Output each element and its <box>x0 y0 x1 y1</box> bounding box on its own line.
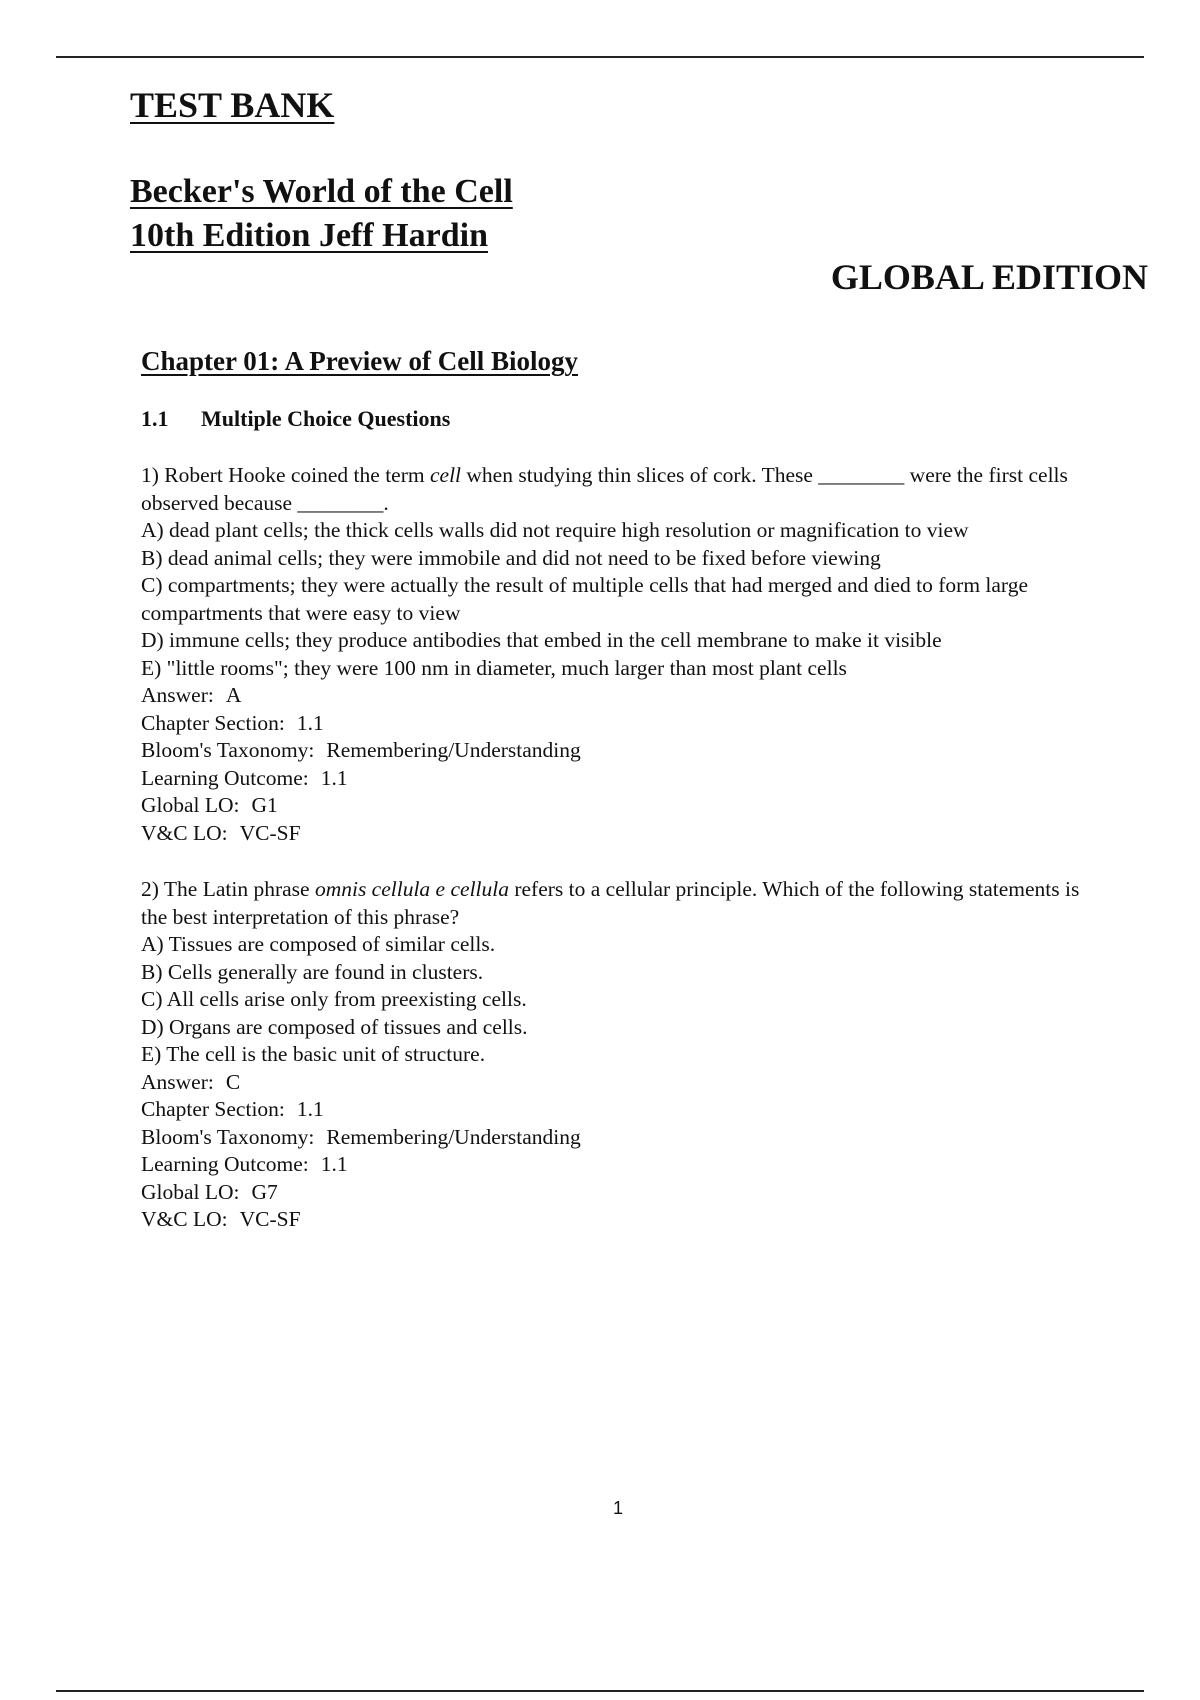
question-1 <box>141 462 1091 847</box>
answer-label: Answer: <box>141 1069 214 1094</box>
section-number: 1.1 <box>141 406 169 431</box>
question-1-stem-post: when studying thin slices of cork. These ________ were the first cells observed because ________. <box>141 463 1068 515</box>
question-2-chapter-section <box>141 1096 1091 1124</box>
learning-outcome-label: Learning Outcome: <box>141 1152 309 1176</box>
question-2-stem <box>141 876 1091 931</box>
answer-label: Answer: <box>141 683 214 707</box>
question-1-chapter-section <box>141 710 1091 738</box>
question-2-stem-post: refers to a cellular principle. Which of the following statements is the best interpretation of this phrase? <box>141 877 1080 929</box>
question-2-answer <box>141 1069 1091 1097</box>
question-1-stem-italic: cell <box>429 463 462 487</box>
vc-lo-value: VC-SF <box>239 1207 301 1231</box>
book-title <box>130 170 513 258</box>
book-title-line-2: 10th Edition Jeff Hardin <box>130 217 488 254</box>
edition-label: GLOBAL EDITION <box>830 257 1148 297</box>
answer-value: C <box>225 1069 241 1094</box>
question-2-option-d: D) Organs are composed of tissues and cells. <box>141 1014 528 1039</box>
question-1-option-d: D) immune cells; they produce antibodies that embed in the cell membrane to make it visible <box>141 628 942 652</box>
question-1-option-b: B) dead animal cells; they were immobile and did not need to be fixed before viewing <box>141 545 881 570</box>
question-1-global-lo <box>141 792 1091 820</box>
chapter-title: Chapter 01: A Preview of Cell Biology <box>141 346 578 376</box>
question-1-answer <box>141 682 1091 710</box>
question-1-option-a: A) dead plant cells; the thick cells walls did not require high resolution or magnification to view <box>141 518 969 542</box>
vc-lo-label: V&C LO: <box>141 820 228 845</box>
question-1-stem <box>141 462 1091 517</box>
question-1-option-c: C) compartments; they were actually the result of multiple cells that had merged and died to form large compartments that were easy to view <box>141 573 1029 625</box>
question-2 <box>141 876 1091 1234</box>
learning-outcome-value: 1.1 <box>320 765 348 790</box>
chapter-section-value: 1.1 <box>296 1097 324 1121</box>
question-1-option-e: E) "little rooms"; they were 100 nm in diameter, much larger than most plant cells <box>141 655 847 680</box>
test-bank-title: TEST BANK <box>130 85 335 125</box>
bottom-rule <box>56 1690 1144 1692</box>
question-1-vc-lo <box>141 820 1091 848</box>
chapter-section-label: Chapter Section: <box>141 710 285 735</box>
section-heading <box>141 406 450 432</box>
learning-outcome-label: Learning Outcome: <box>141 765 309 790</box>
question-2-option-b: B) Cells generally are found in clusters. <box>141 959 484 984</box>
vc-lo-label: V&C LO: <box>141 1207 228 1231</box>
question-2-option-a: A) Tissues are composed of similar cells. <box>141 932 496 956</box>
answer-value: A <box>225 683 242 707</box>
blooms-label: Bloom's Taxonomy: <box>141 738 315 762</box>
chapter-section-label: Chapter Section: <box>141 1097 285 1121</box>
global-lo-value: G1 <box>251 793 278 817</box>
blooms-value: Remembering/Understanding <box>326 738 581 762</box>
global-lo-value: G7 <box>251 1179 278 1204</box>
question-2-global-lo <box>141 1179 1091 1207</box>
learning-outcome-value: 1.1 <box>320 1152 348 1176</box>
question-2-blooms <box>141 1124 1091 1152</box>
question-1-learning-outcome <box>141 765 1091 793</box>
question-2-stem-italic: omnis cellula e cellula <box>314 877 509 901</box>
question-1-blooms <box>141 737 1091 765</box>
global-lo-label: Global LO: <box>141 793 240 817</box>
section-title: Multiple Choice Questions <box>201 406 451 431</box>
vc-lo-value: VC-SF <box>239 820 301 845</box>
chapter-section-value: 1.1 <box>296 710 324 735</box>
page-number: 1 <box>612 1498 623 1518</box>
question-1-stem-pre: 1) Robert Hooke coined the term <box>141 463 430 487</box>
global-lo-label: Global LO: <box>141 1179 240 1204</box>
question-2-vc-lo <box>141 1206 1091 1234</box>
question-2-stem-pre: 2) The Latin phrase <box>141 877 315 901</box>
book-title-line-1: Becker's World of the Cell <box>130 173 513 210</box>
question-2-option-e: E) The cell is the basic unit of structure. <box>141 1042 486 1066</box>
question-2-option-c: C) All cells arise only from preexisting cells. <box>141 987 527 1011</box>
blooms-label: Bloom's Taxonomy: <box>141 1124 315 1149</box>
question-2-learning-outcome <box>141 1151 1091 1179</box>
top-rule <box>56 56 1144 58</box>
blooms-value: Remembering/Understanding <box>326 1124 581 1149</box>
